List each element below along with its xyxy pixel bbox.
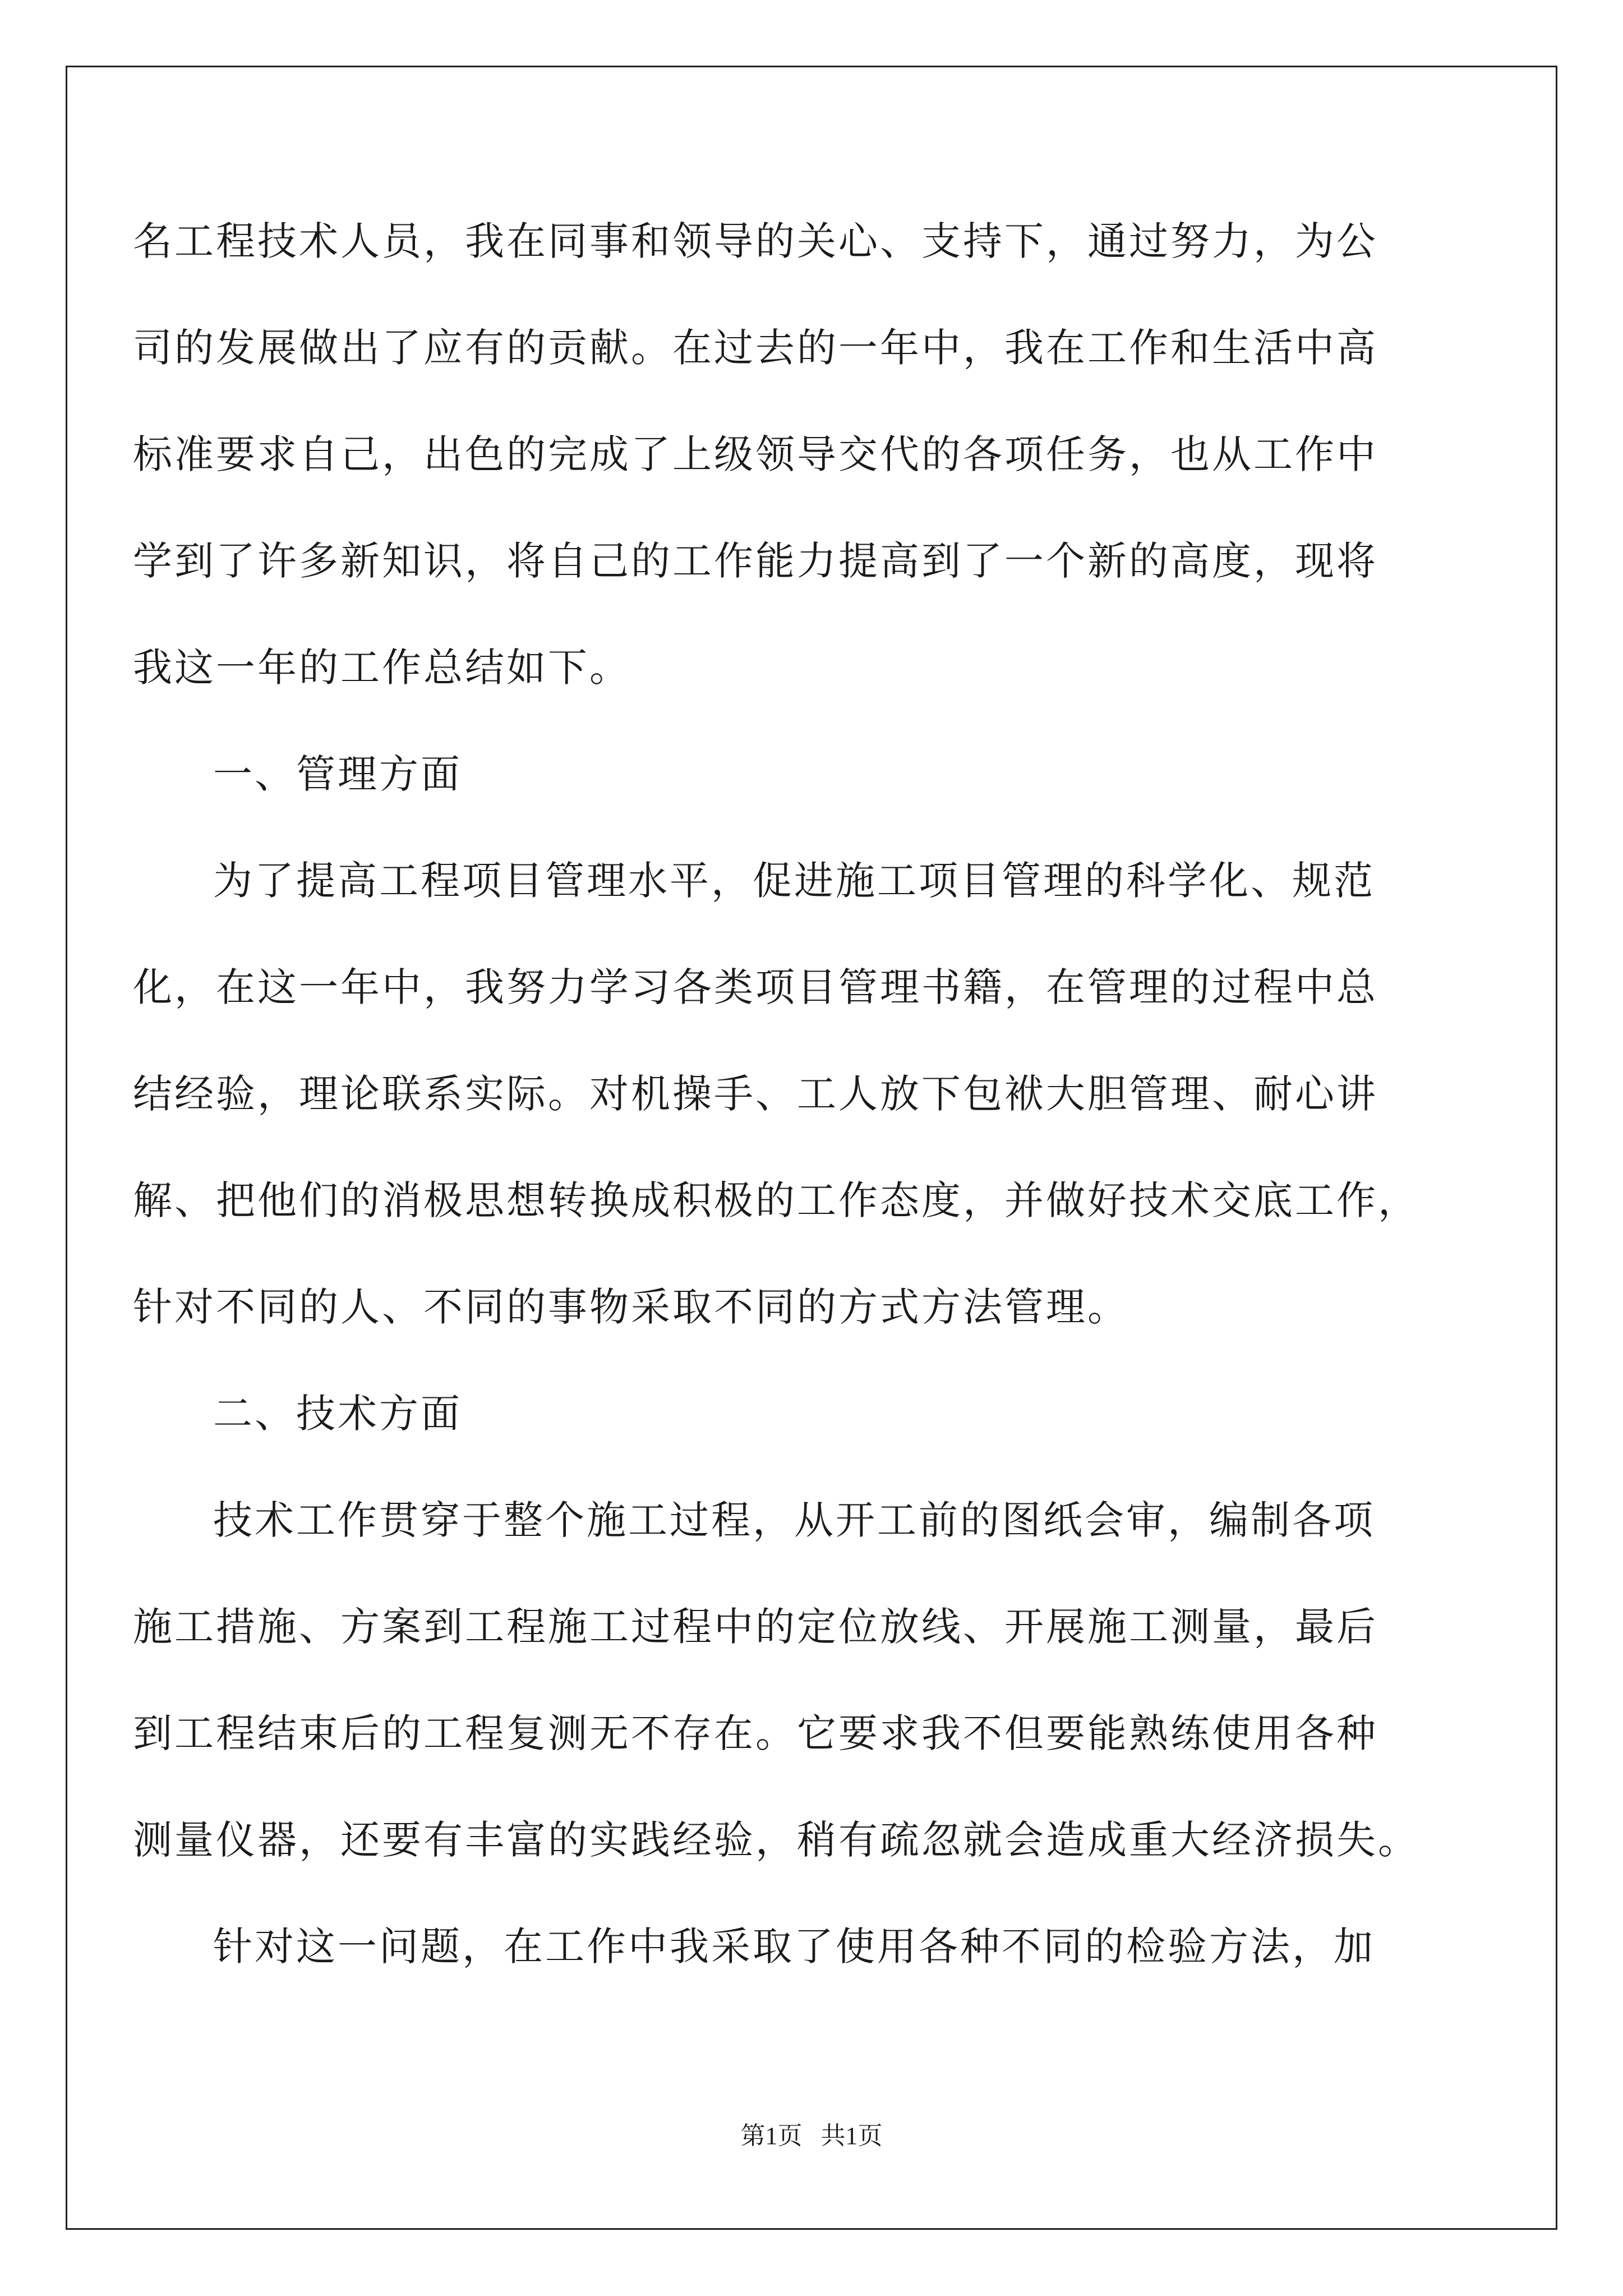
text-line: 标准要求自己，出色的完成了上级领导交代的各项任务，也从工作中 (133, 431, 1378, 477)
text-line: 测量仪器，还要有丰富的实践经验，稍有疏忽就会造成重大经济损失。 (133, 1817, 1419, 1863)
text-line: 施工措施、方案到工程施工过程中的定位放线、开展施工测量，最后 (133, 1604, 1378, 1650)
text-line: 针对不同的人、不同的事物采取不同的方式方法管理。 (133, 1284, 1129, 1330)
section-heading-technology: 二、技术方面 (213, 1391, 462, 1437)
text-line: 针对这一问题，在工作中我采取了使用各种不同的检验方法，加 (213, 1924, 1375, 1970)
page-number-footer: 第1页 共1页 (740, 2122, 883, 2150)
document-body (133, 216, 1490, 2028)
text-line: 化，在这一年中，我努力学习各类项目管理书籍，在管理的过程中总 (133, 964, 1378, 1010)
text-line: 为了提高工程项目管理水平，促进施工项目管理的科学化、规范 (213, 858, 1375, 904)
text-line: 名工程技术人员，我在同事和领导的关心、支持下，通过努力，为公 (133, 218, 1378, 264)
text-line: 我这一年的工作总结如下。 (133, 645, 631, 691)
text-line: 技术工作贯穿于整个施工过程，从开工前的图纸会审，编制各项 (213, 1497, 1375, 1543)
text-line: 解、把他们的消极思想转换成积极的工作态度，并做好技术交底工作， (133, 1177, 1419, 1223)
section-heading-management: 一、管理方面 (213, 751, 462, 797)
text-line: 到工程结束后的工程复测无不存在。它要求我不但要能熟练使用各种 (133, 1710, 1378, 1756)
text-line: 司的发展做出了应有的贡献。在过去的一年中，我在工作和生活中高 (133, 325, 1378, 371)
text-line: 结经验，理论联系实际。对机操手、工人放下包袱大胆管理、耐心讲 (133, 1071, 1378, 1117)
text-line: 学到了许多新知识，将自己的工作能力提高到了一个新的高度，现将 (133, 538, 1378, 584)
